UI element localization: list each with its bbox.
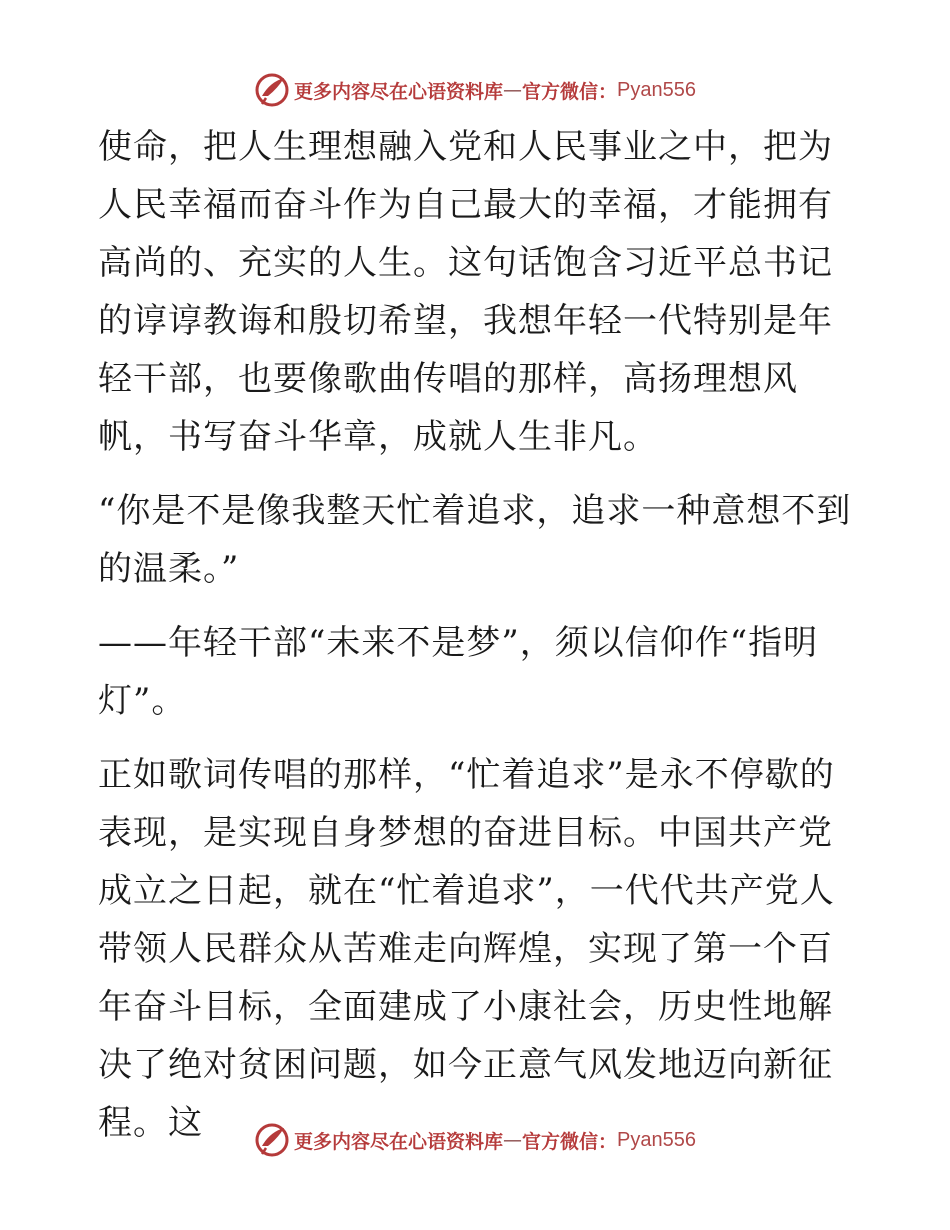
footer-separator: — — [503, 1129, 523, 1151]
document-body — [98, 118, 858, 1152]
header-wechat-id: Pyan556 — [617, 78, 696, 101]
paragraph-3: ——年轻干部“未来不是梦”，须以信仰作“指明灯”。 — [98, 623, 819, 721]
header-banner — [0, 70, 950, 110]
footer-wechat-id: Pyan556 — [617, 1128, 696, 1151]
footer-brand-text: 更多内容尽在心语资料库 — [294, 1130, 504, 1153]
paragraph-4: 正如歌词传唱的那样，“忙着追求”是永不停歇的表现，是实现自身梦想的奋进目标。中国共产党成立之日起，就在“忙着追求”，一代代共产党人带领人民群众从苦难走向辉煌，实现了第一个百年奋斗目标，全面建成了小康社会，历史性地解决了绝对贫困问题，如今正意气风发地迈向新征程。这 — [98, 755, 835, 1143]
paragraph-1: 使命，把人生理想融入党和人民事业之中，把为人民幸福而奋斗作为自己最大的幸福，才能拥有高尚的、充实的人生。这句话饱含习近平总书记的谆谆教诲和殷切希望，我想年轻一代特别是年轻干部，也要像歌曲传唱的那样，高扬理想风帆，书写奋斗华章，成就人生非凡。 — [98, 127, 833, 457]
footer-banner — [0, 1120, 950, 1160]
quill-pen-logo-icon — [254, 72, 290, 108]
header-separator: — — [503, 79, 523, 101]
quill-pen-logo-icon — [254, 1122, 290, 1158]
footer-wechat-label: 官方微信： — [522, 1130, 618, 1153]
paragraph-2: “你是不是像我整天忙着追求，追求一种意想不到的温柔。” — [98, 491, 852, 589]
header-brand-text: 更多内容尽在心语资料库 — [294, 80, 504, 103]
header-wechat-label: 官方微信： — [522, 80, 618, 103]
